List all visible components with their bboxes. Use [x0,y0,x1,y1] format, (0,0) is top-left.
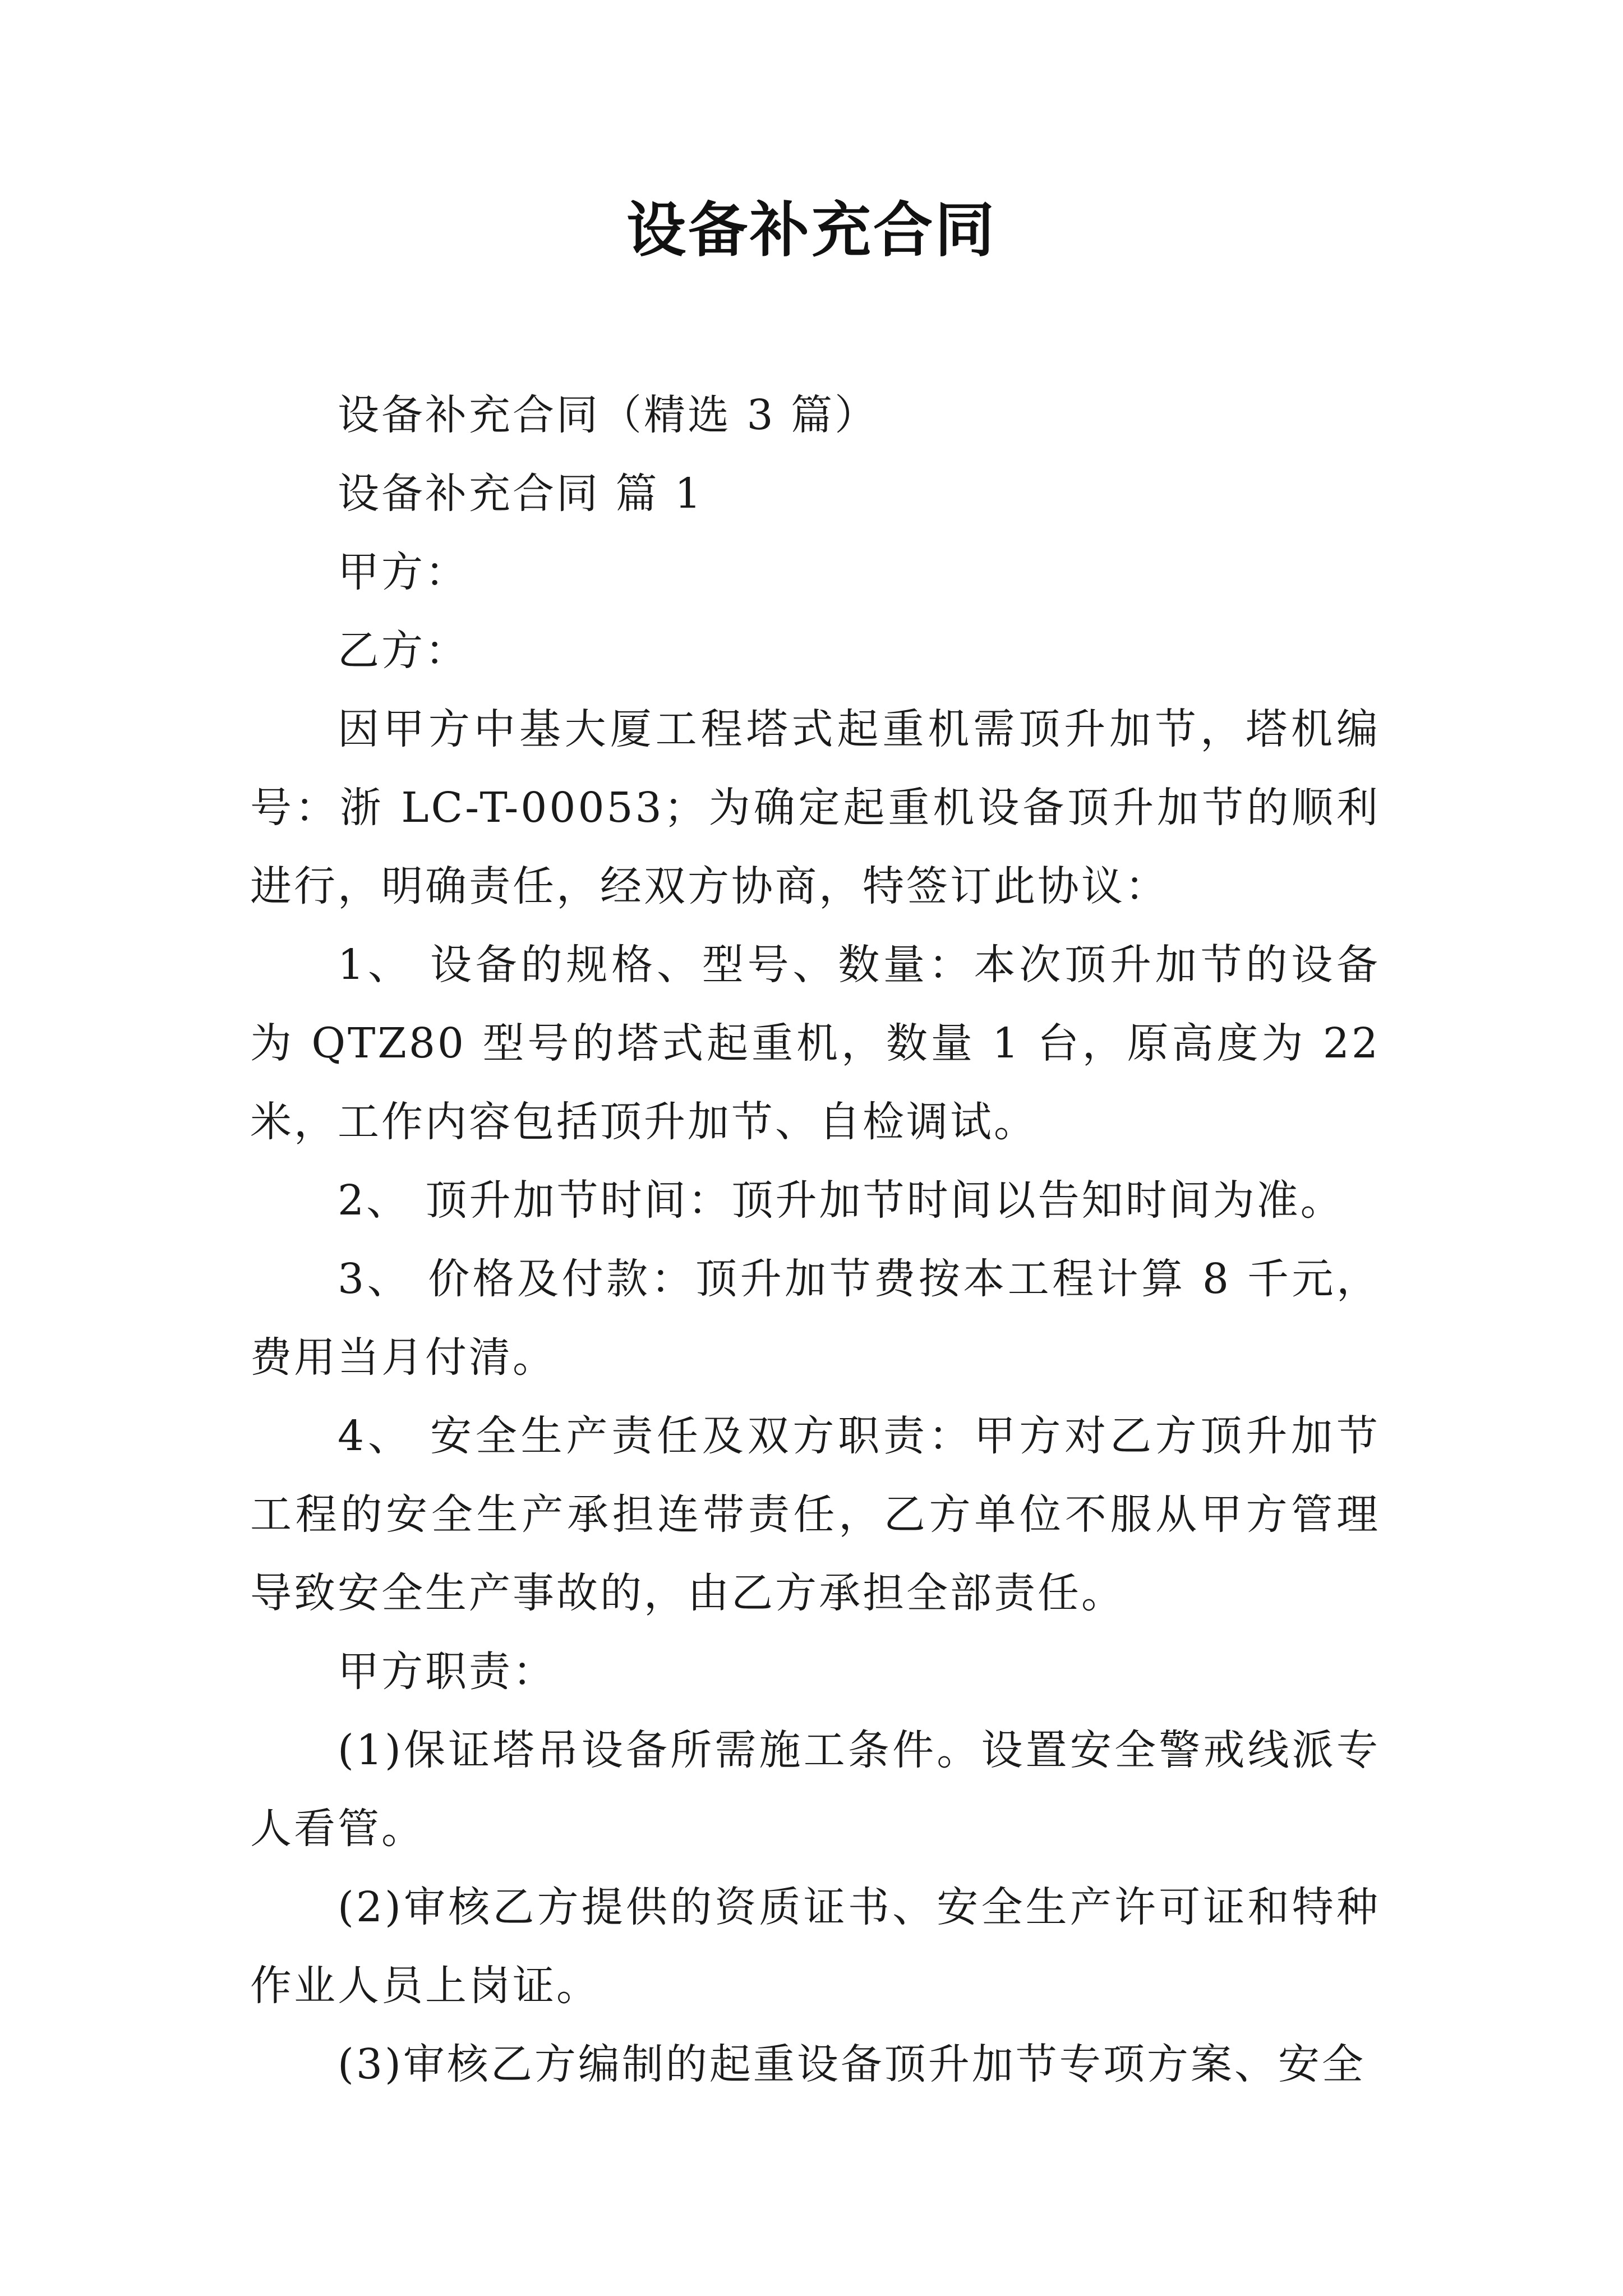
paragraph-party-b: 乙方： [338,627,469,675]
document-title: 设备补充合同 [626,195,997,265]
paragraph-intro: 因甲方中基大厦工程塔式起重机需顶升加节，塔机编号：浙 LC-T-00053；为确定起重机设备顶升加节的顺利进行，明确责任，经双方协商，特签订此协议： [250,705,1380,910]
paragraph-clause-2: 2、 顶升加节时间：顶升加节时间以告知时间为准。 [338,1176,1344,1225]
paragraph-clause-1: 1、 设备的规格、型号、数量：本次顶升加节的设备为 QTZ80 型号的塔式起重机，数量 1 台，原高度为 22 米，工作内容包括顶升加节、自检调试。 [250,941,1380,1146]
paragraph-section-heading: 设备补充合同 篇 1 [338,470,704,518]
paragraph-subtitle: 设备补充合同（精选 3 篇） [338,391,879,439]
paragraph-duty-3: (3)审核乙方编制的起重设备顶升加节专项方案、安全 [338,2040,1366,2088]
paragraph-clause-4: 4、 安全生产责任及双方职责：甲方对乙方顶升加节工程的安全生产承担连带责任，乙方单位不服从甲方管理导致安全生产事故的，由乙方承担全部责任。 [250,1412,1380,1617]
paragraph-duty-2: (2)审核乙方提供的资质证书、安全生产许可证和特种作业人员上岗证。 [250,1883,1380,2010]
paragraph-party-a-duties-heading: 甲方职责： [338,1648,556,1696]
paragraph-clause-3: 3、 价格及付款：顶升加节费按本工程计算 8 千元，费用当月付清。 [250,1255,1380,1382]
document-body [250,376,1380,2104]
paragraph-duty-1: (1)保证塔吊设备所需施工条件。设置安全警戒线派专人看管。 [250,1726,1380,1853]
paragraph-party-a: 甲方： [338,548,469,596]
